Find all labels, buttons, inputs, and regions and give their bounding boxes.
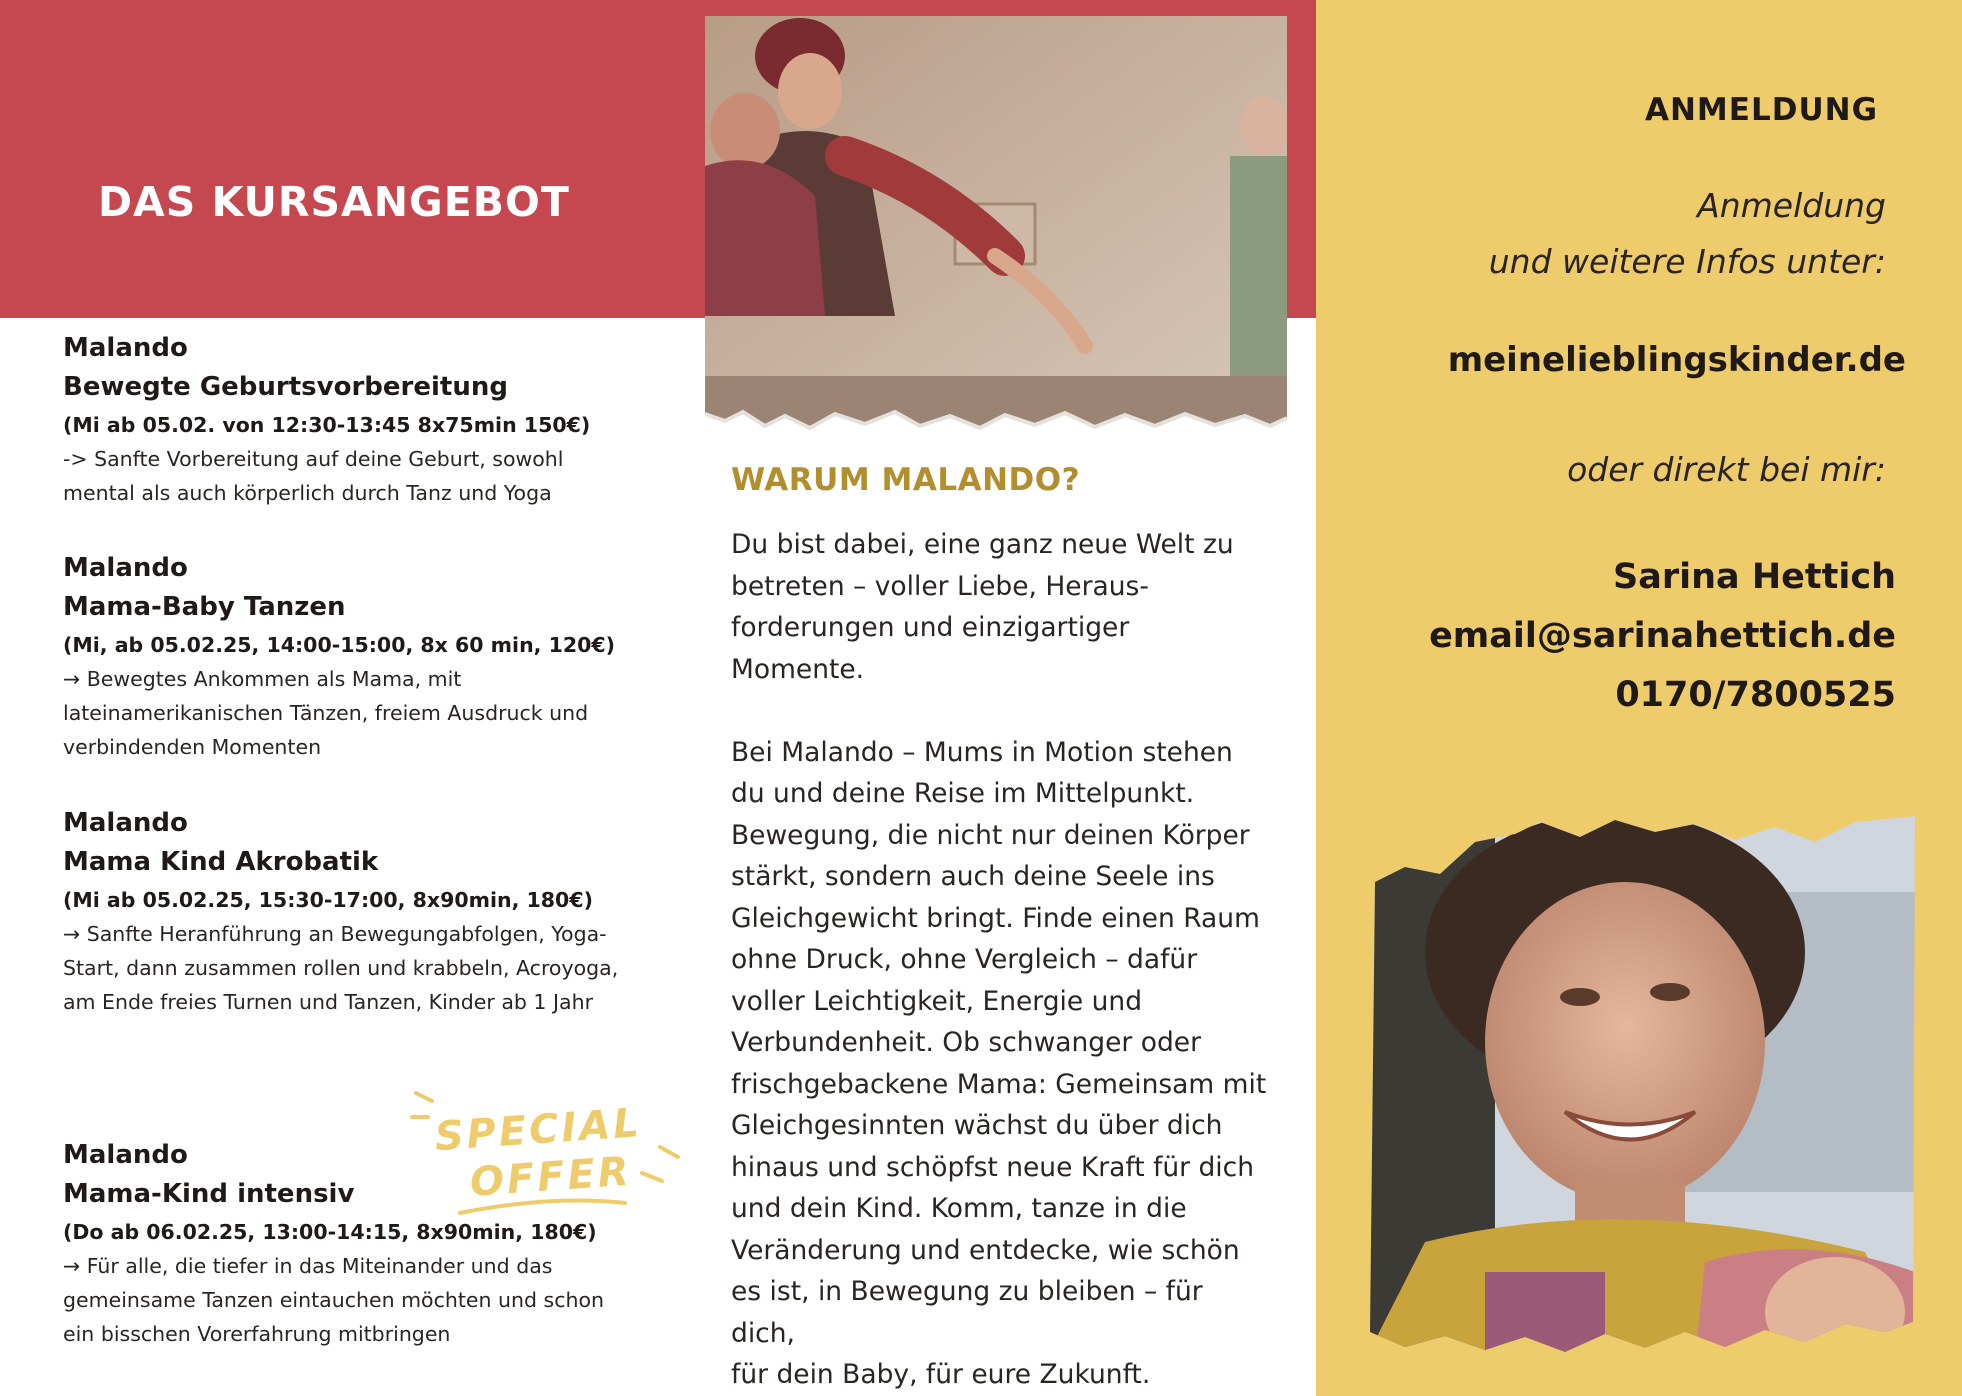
- why-paragraph-2: [731, 732, 1271, 1396]
- why-body: [731, 524, 1271, 1396]
- special-offer-line2: OFFER: [468, 1148, 634, 1206]
- special-offer-line1: SPECIAL: [433, 1099, 644, 1161]
- text-line: Verbundenheit. Ob schwanger oder: [731, 1027, 1201, 1058]
- contact-phone[interactable]: 0170/7800525: [1615, 675, 1896, 715]
- course-desc-line: lateinamerikanischen Tänzen, freiem Ausdruck und: [63, 701, 589, 725]
- website-link[interactable]: meinelieblingskinder.de: [1447, 340, 1906, 380]
- course-brand: Malando: [63, 808, 188, 838]
- course-desc-line: ein bisschen Vorerfahrung mitbringen: [63, 1322, 451, 1346]
- special-offer-badge: [410, 1085, 680, 1225]
- text-line: Veränderung und entdecke, wie schön: [731, 1234, 1240, 1266]
- text-line: du und deine Reise im Mittelpunkt.: [731, 778, 1195, 809]
- course-details: (Mi ab 05.02. von 12:30-13:45 8x75min 150€): [63, 413, 591, 437]
- course-item: [63, 330, 663, 510]
- registration-heading: ANMELDUNG: [1645, 92, 1879, 128]
- registration-intro: [1380, 178, 1886, 290]
- text-line: voller Leichtigkeit, Energie und: [731, 985, 1143, 1017]
- text-line: stärkt, sondern auch deine Seele ins: [731, 861, 1215, 892]
- text-line: Du bist dabei, eine ganz neue Welt zu: [731, 529, 1234, 560]
- course-brand: Malando: [63, 1140, 188, 1170]
- course-desc-line: am Ende freies Turnen und Tanzen, Kinder ab 1 Jahr: [63, 990, 594, 1014]
- course-desc-line: verbindenden Momenten: [63, 735, 322, 759]
- course-details: (Do ab 06.02.25, 13:00-14:15, 8x90min, 180€): [63, 1220, 597, 1244]
- course-desc-line: -> Sanfte Vorbereitung auf deine Geburt, sowohl: [63, 447, 564, 471]
- contact-block: [1360, 548, 1896, 725]
- text-line: Momente.: [731, 653, 865, 685]
- course-desc-line: Start, dann zusammen rollen und krabbeln, Acroyoga,: [63, 956, 619, 980]
- portrait-photo: [1365, 812, 1915, 1360]
- course-desc-line: gemeinsame Tanzen eintauchen möchten und schon: [63, 1288, 605, 1312]
- text-line: betreten – voller Liebe, Heraus-: [731, 570, 1149, 602]
- text-line: hinaus und schöpfst neue Kraft für dich: [731, 1151, 1255, 1183]
- course-desc-line: → Für alle, die tiefer in das Miteinander und das: [63, 1254, 553, 1278]
- text-line: ohne Druck, ohne Vergleich – dafür: [731, 944, 1198, 975]
- course-desc-line: mental als auch körperlich durch Tanz und Yoga: [63, 481, 552, 505]
- text-line: Bewegung, die nicht nur deinen Körper: [731, 819, 1250, 851]
- course-name: Mama Kind Akrobatik: [63, 847, 379, 877]
- text-line: und dein Kind. Komm, tanze in die: [731, 1193, 1187, 1224]
- course-name: Mama-Kind intensiv: [63, 1179, 355, 1209]
- dance-photo: [705, 16, 1287, 446]
- text-line: forderungen und einzigartiger: [731, 612, 1130, 643]
- text-line: Bei Malando – Mums in Motion stehen: [731, 736, 1233, 768]
- intro-line: Anmeldung: [1697, 186, 1886, 225]
- contact-email[interactable]: email@sarinahettich.de: [1429, 616, 1896, 656]
- course-desc-line: → Sanfte Heranführung an Bewegungabfolgen, Yoga-: [63, 922, 607, 946]
- course-desc-line: → Bewegtes Ankommen als Mama, mit: [63, 667, 462, 691]
- course-details: (Mi ab 05.02.25, 15:30-17:00, 8x90min, 180€): [63, 888, 593, 912]
- course-details: (Mi, ab 05.02.25, 14:00-15:00, 8x 60 min, 120€): [63, 633, 616, 657]
- course-item: [63, 805, 663, 1019]
- why-paragraph-1: [731, 524, 1271, 690]
- course-name: Bewegte Geburtsvorbereitung: [63, 372, 508, 402]
- text-line: Gleichgesinnten wächst du über dich: [731, 1110, 1223, 1141]
- text-line: Gleichgewicht bringt. Finde einen Raum: [731, 902, 1260, 934]
- text-line: es ist, in Bewegung zu bleiben – für dich,: [731, 1276, 1203, 1349]
- or-direct-label: oder direkt bei mir:: [1567, 450, 1886, 489]
- intro-line: und weitere Infos unter:: [1488, 242, 1886, 281]
- course-brand: Malando: [63, 333, 188, 363]
- section-title: DAS KURSANGEBOT: [98, 178, 570, 226]
- course-item: [63, 550, 663, 764]
- course-name: Mama-Baby Tanzen: [63, 592, 346, 622]
- course-brand: Malando: [63, 553, 188, 583]
- text-line: frischgebackene Mama: Gemeinsam mit: [731, 1068, 1267, 1100]
- contact-name: Sarina Hettich: [1613, 557, 1896, 597]
- why-heading: WARUM MALANDO?: [731, 462, 1081, 498]
- text-line: für dein Baby, für eure Zukunft.: [731, 1359, 1151, 1390]
